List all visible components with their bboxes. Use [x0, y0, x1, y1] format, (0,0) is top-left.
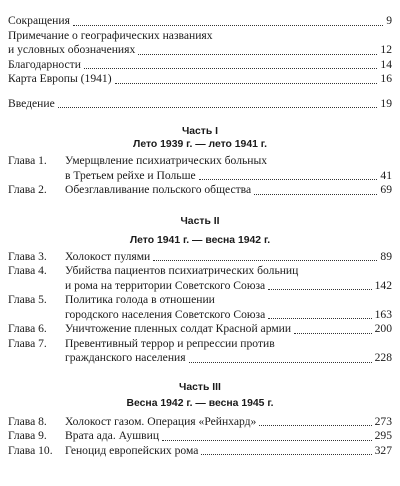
- chapter-label: Глава 5.: [8, 293, 47, 306]
- leader-dots: [254, 194, 377, 195]
- toc-entry-introduction[interactable]: [8, 97, 392, 112]
- toc-entry-title: Сокращения: [8, 14, 70, 27]
- toc-chapter-8[interactable]: [8, 415, 392, 430]
- leader-dots: [189, 362, 372, 363]
- chapter-title-line: Геноцид европейских рома: [65, 443, 199, 457]
- front-matter: [8, 14, 392, 87]
- toc-entry-title: Введение: [8, 96, 55, 110]
- toc-page-number: 295: [374, 429, 392, 442]
- chapter-title-line: городского населения Советского Союза: [65, 307, 266, 321]
- leader-dots: [115, 83, 378, 84]
- toc-page-number: 14: [380, 57, 392, 71]
- spacer: [8, 111, 392, 125]
- toc-page-number: 200: [374, 322, 392, 335]
- chapter-title-line: Холокост газом. Операция «Рейнхард»: [65, 414, 257, 428]
- leader-dots: [268, 318, 371, 319]
- toc-chapter-10[interactable]: [8, 444, 392, 459]
- chapter-title-line: Умерщвление психиатрических больных: [65, 154, 268, 167]
- toc-page-number: 12: [380, 43, 392, 56]
- toc-page-number: 89: [380, 249, 392, 263]
- part-heading: Часть II: [180, 215, 220, 227]
- toc-chapter-9[interactable]: [8, 429, 392, 444]
- toc-entry-title: Карта Европы (1941): [8, 72, 112, 85]
- toc-chapter-4[interactable]: [8, 264, 392, 293]
- leader-dots: [153, 260, 377, 261]
- toc-page-number: 327: [374, 443, 392, 457]
- chapter-title-line: Политика голода в отношении: [65, 293, 215, 306]
- chapter-label: Глава 8.: [8, 414, 47, 428]
- toc-entry-geographic-note[interactable]: [8, 29, 392, 58]
- toc-chapter-2[interactable]: [8, 183, 392, 198]
- toc-page-number: 41: [380, 168, 392, 182]
- leader-dots: [268, 289, 371, 290]
- leader-dots: [58, 107, 378, 108]
- leader-dots: [84, 68, 377, 69]
- chapter-label: Глава 7.: [8, 336, 47, 350]
- toc-page-number: 273: [374, 414, 392, 428]
- part-section: [8, 381, 392, 459]
- toc-chapter-5[interactable]: [8, 293, 392, 322]
- leader-dots: [138, 54, 377, 55]
- toc-entry-title: Благодарности: [8, 57, 81, 71]
- part-period: Лето 1939 г. — лето 1941 г.: [133, 139, 267, 150]
- chapter-title-line: гражданского населения: [65, 351, 186, 364]
- toc-page-number: 16: [380, 72, 392, 85]
- toc-entry-map[interactable]: [8, 72, 392, 87]
- toc-chapter-3[interactable]: [8, 250, 392, 265]
- spacer: [8, 198, 392, 215]
- toc-entry-title-line: Примечание о географических названиях: [8, 28, 213, 42]
- leader-dots: [162, 440, 372, 441]
- chapter-title-line: Холокост пулями: [65, 249, 151, 263]
- toc-chapter-7[interactable]: [8, 337, 392, 366]
- part-period: Весна 1942 г. — весна 1945 г.: [126, 397, 274, 409]
- chapter-title-line: и рома на территории Советского Союза: [65, 278, 266, 292]
- chapter-title-line: Врата ада. Аушвиц: [65, 429, 160, 442]
- chapter-title-line: Убийства пациентов психиатрических больниц: [65, 264, 299, 277]
- spacer: [8, 87, 392, 97]
- chapter-title-line: Обезглавливание польского общества: [65, 183, 252, 196]
- chapter-label: Глава 9.: [8, 429, 47, 442]
- toc-page-number: 163: [374, 307, 392, 321]
- chapter-title-line: в Третьем рейхе и Польше: [65, 168, 196, 182]
- chapter-label: Глава 6.: [8, 322, 47, 335]
- toc-page-number: 9: [386, 14, 392, 27]
- toc-entry-abbreviations[interactable]: [8, 14, 392, 29]
- chapter-label: Глава 1.: [8, 154, 47, 167]
- toc-page-number: 228: [374, 351, 392, 364]
- toc-page-number: 19: [380, 96, 392, 110]
- leader-dots: [259, 425, 371, 426]
- leader-dots: [294, 333, 372, 334]
- chapter-label: Глава 10.: [8, 443, 53, 457]
- chapter-label: Глава 3.: [8, 249, 47, 263]
- part-section: [8, 125, 392, 198]
- toc-entry-acknowledgements[interactable]: [8, 58, 392, 73]
- toc-chapter-6[interactable]: [8, 322, 392, 337]
- leader-dots: [73, 25, 383, 26]
- leader-dots: [201, 454, 371, 455]
- spacer: [8, 366, 392, 381]
- table-of-contents: [8, 14, 392, 458]
- part-section: [8, 215, 392, 366]
- chapter-label: Глава 2.: [8, 183, 47, 196]
- part-period: Лето 1941 г. — весна 1942 г.: [129, 234, 271, 246]
- leader-dots: [199, 179, 378, 180]
- toc-page-number: 142: [374, 278, 392, 292]
- part-heading: Часть I: [181, 126, 219, 137]
- toc-chapter-1[interactable]: [8, 154, 392, 183]
- toc-entry-title-line: и условных обозначениях: [8, 43, 136, 56]
- chapter-title-line: Уничтожение пленных солдат Красной армии: [65, 322, 292, 335]
- toc-page-number: 69: [380, 183, 392, 196]
- chapter-label: Глава 4.: [8, 264, 47, 277]
- part-heading: Часть III: [179, 381, 221, 393]
- chapter-title-line: Превентивный террор и репрессии против: [65, 336, 275, 350]
